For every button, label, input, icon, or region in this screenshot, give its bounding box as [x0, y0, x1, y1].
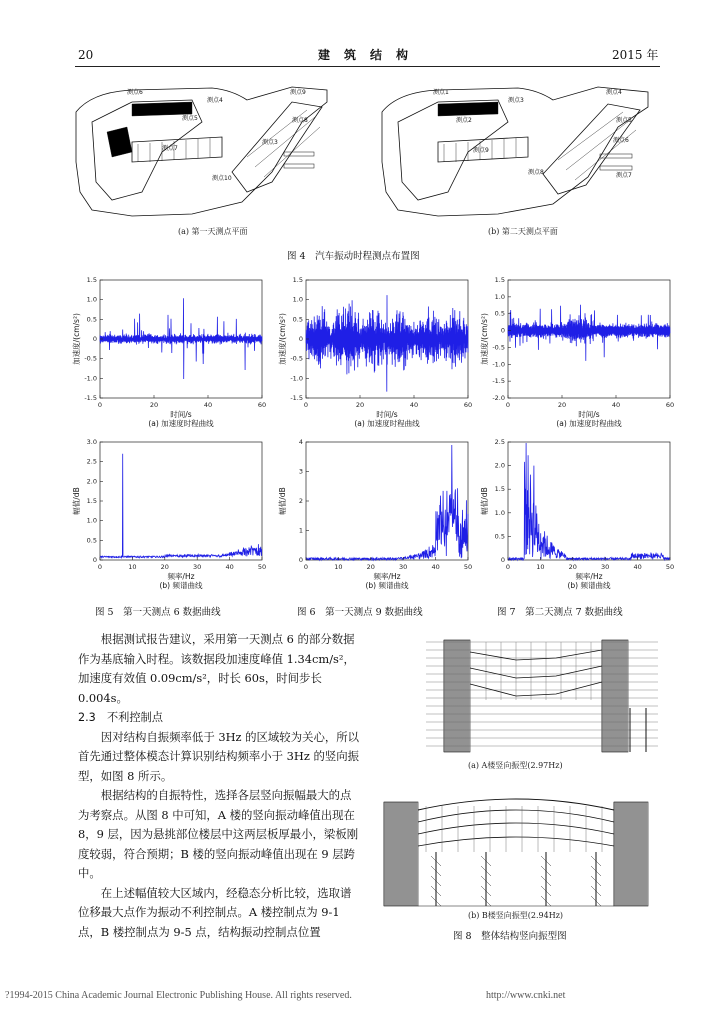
y-tick-label: 1.0 — [494, 508, 505, 517]
deformed-floor — [470, 666, 602, 678]
chart-fig5a — [70, 274, 270, 434]
chart-title: (a) 加速度时程曲线 — [354, 419, 420, 428]
fig7-caption: 图 7 第二天测点 7 数据曲线 — [497, 607, 623, 618]
x-tick-label: 20 — [557, 401, 567, 409]
site-plan-day2 — [378, 82, 658, 222]
y-tick-label: 0.5 — [86, 315, 97, 324]
plan2-label: 测点7 — [616, 172, 632, 179]
fig6-caption: 图 6 第一天测点 9 数据曲线 — [297, 607, 423, 618]
y-tick-label: 0 — [298, 556, 303, 564]
y-tick-label: 0 — [92, 335, 97, 343]
y-tick-label: -0.5 — [84, 354, 97, 363]
deformed-roof — [418, 799, 614, 810]
y-tick-label: 1.5 — [494, 485, 505, 494]
mode-shape-building-b — [376, 792, 658, 910]
y-tick-label: 1 — [298, 526, 303, 535]
y-tick-label: 0.5 — [292, 315, 303, 324]
deformed-floor — [470, 650, 602, 660]
x-axis-label: 频率/Hz — [167, 572, 195, 581]
series-line — [508, 305, 670, 361]
plan2-label: 测点9 — [473, 147, 489, 154]
tower — [444, 640, 470, 752]
y-axis-label: 加速度/(cm/s²) — [480, 313, 489, 365]
x-tick-label: 30 — [399, 563, 408, 571]
y-tick-label: 2 — [298, 497, 303, 505]
chart-fig6b — [276, 436, 476, 596]
y-tick-label: 0 — [500, 326, 505, 335]
y-tick-label: 1.0 — [86, 516, 97, 525]
series-line — [100, 454, 262, 558]
plan2-label: 测点4 — [606, 89, 622, 96]
y-tick-label: 1.5 — [292, 276, 303, 284]
x-tick-label: 10 — [334, 563, 343, 571]
plot-frame — [508, 280, 670, 398]
y-tick-label: 0 — [298, 335, 303, 343]
fig4b-caption: (b) 第二天测点平面 — [488, 227, 558, 236]
chart-fig5b — [70, 436, 270, 596]
cnki-url: http://www.cnki.net — [486, 990, 566, 1001]
x-axis-label: 时间/s — [376, 410, 398, 419]
x-tick-label: 40 — [611, 401, 621, 409]
plan1-label: 测点6 — [127, 89, 143, 96]
series-line — [100, 298, 262, 379]
plan2-label: 测点8 — [528, 169, 544, 176]
x-tick-label: 40 — [225, 563, 234, 571]
y-tick-label: 1.5 — [494, 276, 505, 284]
deformed-floor — [470, 682, 602, 696]
plan1-label: 测点7 — [162, 145, 178, 152]
plan2-label: 测点3 — [508, 97, 524, 104]
x-tick-label: 20 — [149, 401, 159, 409]
y-tick-label: 0 — [500, 556, 505, 564]
chart-fig7b — [478, 436, 678, 596]
x-tick-label: 10 — [536, 563, 545, 571]
body-text — [78, 630, 360, 942]
tower — [384, 802, 418, 906]
plan1-label: 测点9 — [290, 89, 306, 96]
y-tick-label: -1.5 — [84, 394, 97, 402]
header-rule — [75, 66, 660, 67]
y-axis-label: 幅值/dB — [72, 487, 81, 515]
y-axis-label: 幅值/dB — [480, 487, 489, 515]
y-tick-label: 1.0 — [292, 295, 303, 304]
x-axis-label: 时间/s — [578, 410, 600, 419]
y-tick-label: 2.0 — [494, 461, 505, 470]
site-plan-day1 — [72, 82, 332, 222]
x-tick-label: 50 — [257, 563, 267, 571]
x-tick-label: 0 — [97, 563, 103, 571]
y-tick-label: 2.0 — [86, 477, 97, 486]
chart-title: (b) 频谱曲线 — [365, 581, 409, 590]
plan1-label: 测点3 — [262, 139, 278, 146]
deformed-floor — [418, 823, 614, 834]
x-tick-label: 30 — [193, 563, 202, 571]
mode-shape-building-a — [426, 638, 658, 756]
tower-body — [614, 802, 648, 906]
x-tick-label: 20 — [160, 563, 169, 571]
paragraph: 根据结构的自振特性，选择各层竖向振幅最大的点为考察点。从图 8 中可知，A 楼的竖向振动峰值出现在 8，9 层，因为悬挑部位楼层中这两层板厚最小，梁板刚度较弱，符合预期；B 楼的竖向振动峰值出现在 9 层跨中。 — [78, 788, 359, 880]
fig8a-caption: (a) A楼竖向振型(2.97Hz) — [468, 761, 563, 770]
x-axis-label: 频率/Hz — [575, 572, 603, 581]
x-tick-label: 0 — [303, 401, 309, 409]
fig5-caption: 图 5 第一天测点 6 数据曲线 — [95, 607, 221, 618]
plan2-label: 测点2 — [456, 117, 472, 124]
plan1-label: 测点10 — [212, 175, 232, 182]
y-tick-label: -0.5 — [492, 343, 505, 352]
year: 2015 年 — [612, 48, 659, 62]
y-tick-label: 3 — [298, 467, 303, 476]
plot-frame — [306, 442, 468, 560]
y-axis-label: 幅值/dB — [278, 487, 287, 515]
plot-frame — [100, 442, 262, 560]
y-axis-label: 加速度/(cm/s²) — [72, 313, 81, 365]
plan2-label: 测点1 — [433, 89, 449, 96]
y-tick-label: -1.0 — [290, 374, 303, 383]
plan1-label: 测点8 — [292, 117, 308, 124]
x-tick-label: 40 — [203, 401, 213, 409]
y-tick-label: -2.0 — [492, 394, 505, 402]
y-tick-label: -1.0 — [492, 360, 505, 369]
x-tick-label: 60 — [463, 401, 473, 409]
fig4-caption: 图 4 汽车振动时程测点布置图 — [287, 251, 420, 262]
paragraph: 因对结构自振频率低于 3Hz 的区域较为关心，所以首先通过整体模态计算识别结构频率小于 3Hz 的竖向振型，如图 8 所示。 — [78, 729, 360, 783]
x-tick-label: 60 — [665, 401, 675, 409]
y-tick-label: -1.5 — [290, 394, 303, 402]
fig8-caption: 图 8 整体结构竖向振型图 — [453, 931, 567, 942]
paragraph: 根据测试报告建议，采用第一天测点 6 的部分数据作为基底输入时程。该数据段加速度峰值 1.34cm/s²，加速度有效值 0.09cm/s²，时长 60s，时间步长 0.004s。 — [78, 632, 355, 705]
series-line — [306, 295, 468, 392]
y-tick-label: 4 — [298, 438, 303, 446]
y-tick-label: 1.5 — [86, 276, 97, 284]
series-line — [306, 445, 468, 560]
x-tick-label: 50 — [463, 563, 473, 571]
chart-title: (b) 频谱曲线 — [159, 581, 203, 590]
journal-title: 建 筑 结 构 — [318, 48, 410, 62]
plan2-label: 测点5 — [616, 117, 632, 124]
chart-fig6a — [276, 274, 476, 434]
x-tick-label: 10 — [128, 563, 137, 571]
copyright: ?1994-2015 China Academic Journal Electronic Publishing House. All rights reserved. — [5, 990, 352, 1001]
y-tick-label: 0.5 — [494, 309, 505, 318]
y-tick-label: 3.0 — [86, 438, 97, 446]
plan1-label: 测点5 — [182, 115, 198, 122]
paragraph: 在上述幅值较大区域内，经稳态分析比较，选取谱位移最大点作为振动不利控制点。A 楼控制点为 9-1 点，B 楼控制点为 9-5 点，结构振动控制点位置 — [78, 885, 352, 939]
deformed-floor — [418, 810, 614, 822]
y-tick-label: -1.0 — [84, 374, 97, 383]
x-tick-label: 40 — [431, 563, 440, 571]
x-tick-label: 20 — [366, 563, 375, 571]
x-tick-label: 0 — [505, 563, 511, 571]
x-tick-label: 20 — [568, 563, 577, 571]
plan2-label: 测点6 — [613, 137, 629, 144]
chart-title: (a) 加速度时程曲线 — [556, 419, 622, 428]
y-tick-label: 0.5 — [494, 532, 505, 541]
x-tick-label: 60 — [257, 401, 267, 409]
y-tick-label: 2.5 — [86, 457, 97, 466]
y-tick-label: 2.5 — [494, 438, 505, 446]
tower — [614, 802, 648, 906]
x-tick-label: 0 — [505, 401, 511, 409]
x-tick-label: 0 — [97, 401, 103, 409]
deformed-floor — [418, 837, 614, 846]
x-tick-label: 0 — [303, 563, 309, 571]
y-tick-label: 0.5 — [86, 536, 97, 545]
x-tick-label: 20 — [355, 401, 365, 409]
x-axis-label: 频率/Hz — [373, 572, 401, 581]
x-tick-label: 30 — [601, 563, 610, 571]
chart-fig7a — [478, 274, 678, 434]
fig4a-caption: (a) 第一天测点平面 — [178, 227, 248, 236]
y-tick-label: -0.5 — [290, 354, 303, 363]
x-tick-label: 50 — [665, 563, 675, 571]
x-axis-label: 时间/s — [170, 410, 192, 419]
chart-title: (a) 加速度时程曲线 — [148, 419, 214, 428]
y-tick-label: 0 — [92, 556, 97, 564]
x-tick-label: 40 — [633, 563, 642, 571]
y-tick-label: 1.0 — [86, 295, 97, 304]
page-number: 20 — [78, 48, 94, 62]
section-heading: 2.3 不利控制点 — [78, 711, 163, 724]
chart-title: (b) 频谱曲线 — [567, 581, 611, 590]
y-tick-label: 1.0 — [494, 292, 505, 301]
fig8b-caption: (b) B楼竖向振型(2.94Hz) — [468, 911, 564, 920]
series-line — [508, 443, 670, 560]
y-tick-label: 1.5 — [86, 497, 97, 505]
x-tick-label: 40 — [409, 401, 419, 409]
plan1-label: 测点4 — [207, 97, 223, 104]
y-axis-label: 加速度/(cm/s²) — [278, 313, 287, 365]
tower-body — [384, 802, 418, 906]
y-tick-label: -1.5 — [492, 377, 505, 386]
tower — [602, 640, 628, 752]
